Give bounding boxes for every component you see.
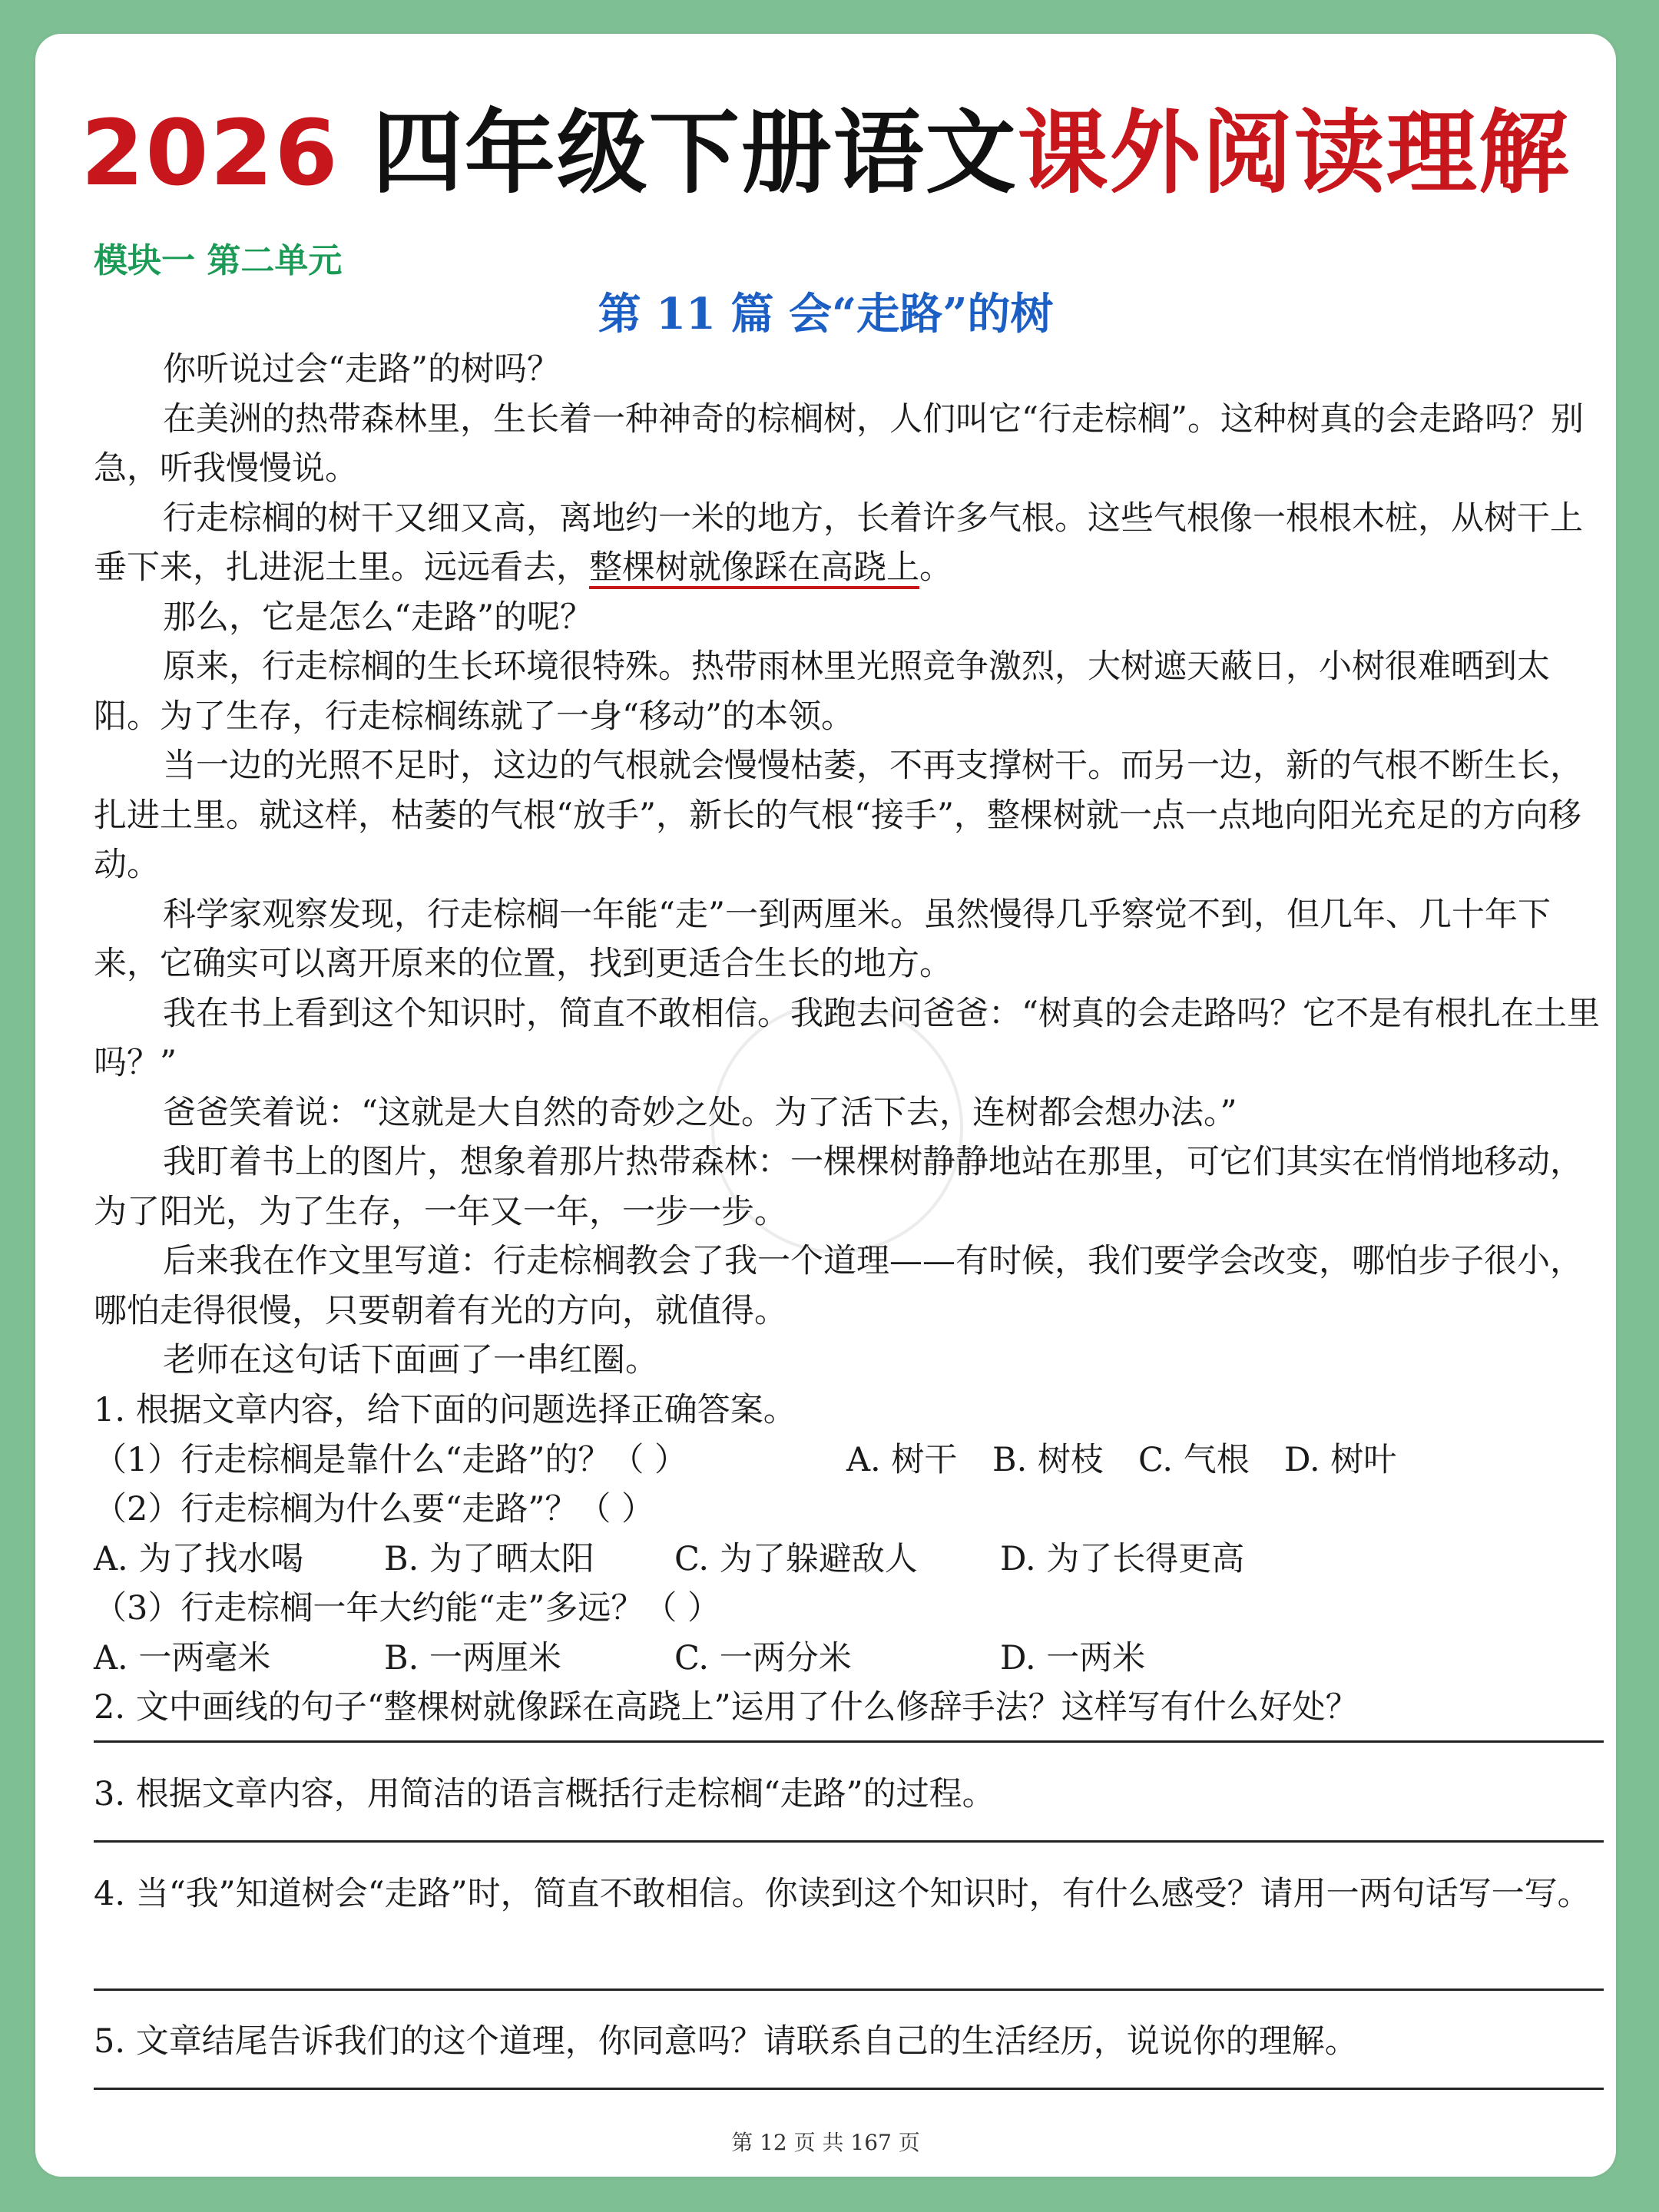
worksheet-page xyxy=(35,34,1616,2177)
paragraph: 当一边的光照不足时，这边的气根就会慢慢枯萎，不再支撑树干。而另一边，新的气根不断生长，扎进土里。就这样，枯萎的气根“放手”，新长的气根“接手”，整棵树就一点一点地向阳光充足的方向移动。 xyxy=(94,747,1583,884)
question-1-3: （3）行走棕榈一年大约能“走”多远？（ ） xyxy=(94,1589,720,1628)
paragraph-text: 。 xyxy=(919,548,952,587)
option: C. 为了躲避敌人 xyxy=(674,1539,918,1578)
option: B. 树枝 xyxy=(992,1440,1104,1479)
paragraph: 你听说过会“走路”的树吗？ xyxy=(163,350,560,389)
option: D. 一两米 xyxy=(1000,1638,1146,1677)
option: A. 为了找水喝 xyxy=(94,1539,304,1578)
paragraph: 后来我在作文里写道：行走棕榈教会了我一个道理——有时候，我们要学会改变，哪怕步子很小，哪怕走得很慢，只要朝着有光的方向，就值得。 xyxy=(94,1242,1583,1330)
questions-block xyxy=(94,1386,1604,1733)
article-title: 第 11 篇 会“走路”的树 xyxy=(598,289,1054,339)
module-label: 模块一 第二单元 xyxy=(94,241,343,280)
question-5: 5. 文章结尾告诉我们的这个道理，你同意吗？请联系自己的生活经历，说说你的理解。 xyxy=(94,2022,1358,2061)
paragraph: 科学家观察发现，行走棕榈一年能“走”一到两厘米。虽然慢得几乎察觉不到，但几年、几十年下来，它确实可以离开原来的位置，找到更适合生长的地方。 xyxy=(94,895,1551,983)
answer-line[interactable] xyxy=(94,1840,1604,1843)
option: C. 一两分米 xyxy=(674,1638,852,1677)
paragraph: 老师在这句话下面画了一串红圈。 xyxy=(163,1341,658,1379)
paragraph: 那么，它是怎么“走路”的呢？ xyxy=(163,598,593,637)
title-main: 四年级下册语文 xyxy=(372,100,1018,206)
question-3-block xyxy=(94,1770,1604,1820)
question-4-block xyxy=(94,1869,1604,1919)
title-highlight: 课外阅读理解 xyxy=(1017,100,1571,206)
question-2: 2. 文中画线的句子“整棵树就像踩在高跷上”运用了什么修辞手法？这样写有什么好处？ xyxy=(94,1688,1359,1727)
option: C. 气根 xyxy=(1138,1440,1250,1479)
question-1-2-options xyxy=(94,1535,1604,1584)
paragraph: 我盯着书上的图片，想象着那片热带森林：一棵棵树静静地站在那里，可它们其实在悄悄地移动，为了阳光，为了生存，一年又一年，一步一步。 xyxy=(94,1143,1583,1231)
paragraph: 在美洲的热带森林里，生长着一种神奇的棕榈树，人们叫它“行走棕榈”。这种树真的会走路吗？别急，听我慢慢说。 xyxy=(94,399,1584,488)
option: D. 为了长得更高 xyxy=(1000,1539,1245,1578)
answer-line[interactable] xyxy=(94,2088,1604,2090)
page-number: 第 12 页 共 167 页 xyxy=(731,2130,920,2155)
answer-line[interactable] xyxy=(94,1988,1604,1991)
option: D. 树叶 xyxy=(1284,1440,1397,1479)
title-year: 2026 xyxy=(81,100,339,206)
question-5-block xyxy=(94,2017,1604,2067)
option: B. 一两厘米 xyxy=(384,1638,561,1677)
underlined-sentence: 整棵树就像踩在高跷上 xyxy=(589,548,919,587)
option: A. 一两毫米 xyxy=(94,1638,271,1677)
option: B. 为了晒太阳 xyxy=(384,1539,594,1578)
question-4: 4. 当“我”知道树会“走路”时，简直不敢相信。你读到这个知识时，有什么感受？请用一两句话写一写。 xyxy=(94,1875,1591,1913)
paragraph: 我在书上看到这个知识时，简直不敢相信。我跑去问爸爸：“树真的会走路吗？它不是有根扎在土里吗？” xyxy=(94,994,1600,1082)
question-1-3-options xyxy=(94,1634,1604,1684)
paragraph-text: 行走棕榈的树干又细又高，离地约一米的地方，长着许多气根。这些气根像一根根木桩，从树干上垂下来，扎进泥土里。远远看去， xyxy=(94,498,1583,587)
question-1: 1. 根据文章内容，给下面的问题选择正确答案。 xyxy=(94,1391,796,1429)
paragraph: 爸爸笑着说：“这就是大自然的奇妙之处。为了活下去，连树都会想办法。” xyxy=(163,1093,1237,1132)
answer-line[interactable] xyxy=(94,1740,1604,1743)
page-title xyxy=(35,100,1616,206)
question-3: 3. 根据文章内容，用简洁的语言概括行走棕榈“走路”的过程。 xyxy=(94,1775,995,1813)
option: A. 树干 xyxy=(846,1440,958,1479)
article-body xyxy=(94,345,1604,1386)
question-1-1-row xyxy=(94,1435,1604,1485)
question-1-1: （1）行走棕榈是靠什么“走路”的？（ ） xyxy=(94,1440,687,1479)
paragraph: 原来，行走棕榈的生长环境很特殊。热带雨林里光照竞争激烈，大树遮天蔽日，小树很难晒到太阳。为了生存，行走棕榈练就了一身“移动”的本领。 xyxy=(94,647,1550,736)
question-1-2: （2）行走棕榈为什么要“走路”？（ ） xyxy=(94,1490,654,1528)
paragraph-with-underline xyxy=(94,494,1604,593)
